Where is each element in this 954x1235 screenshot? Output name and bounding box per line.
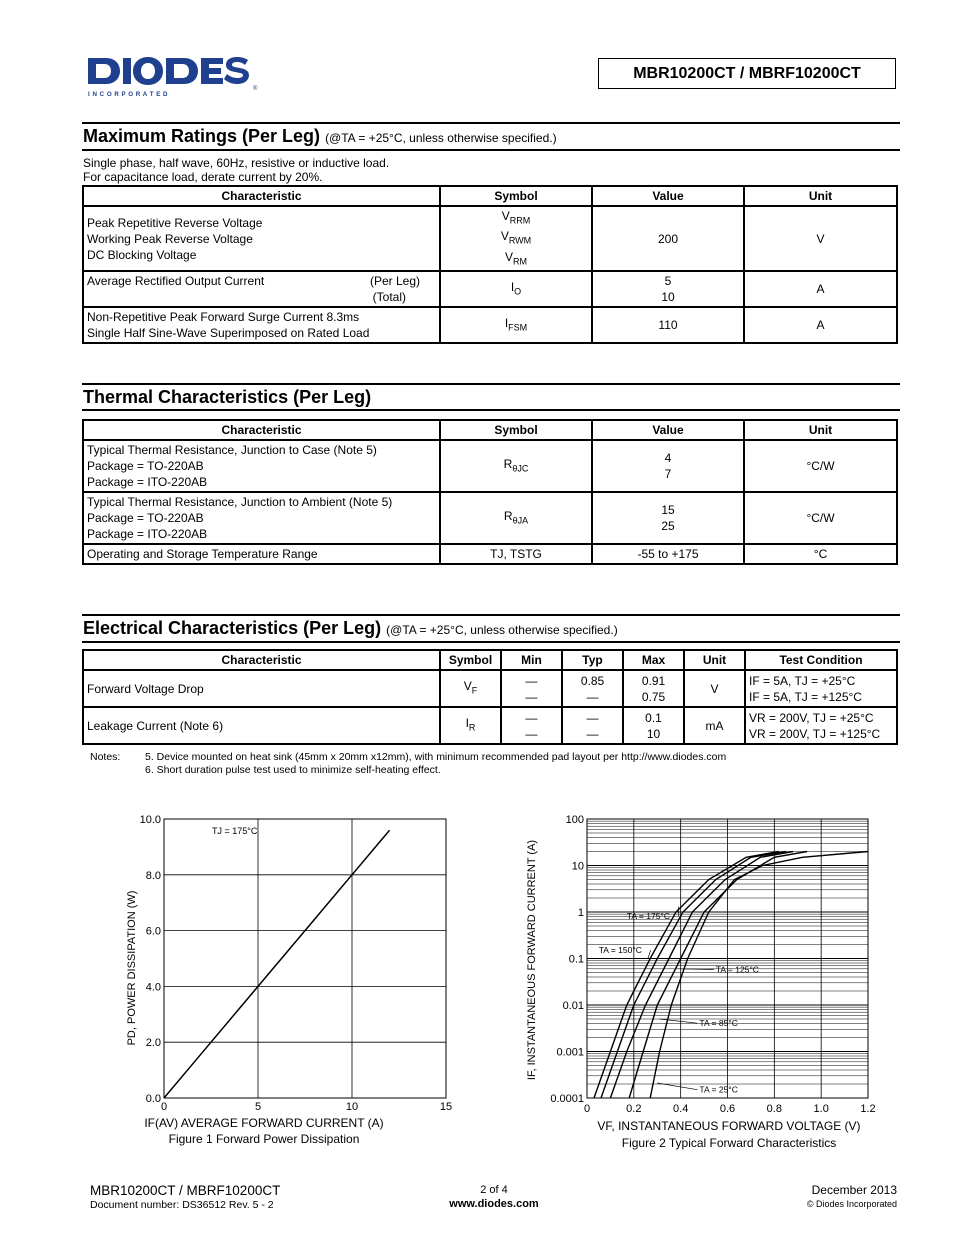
footer-right: December 2013 © Diodes Incorporated bbox=[806, 1183, 897, 1209]
table-row: Peak Repetitive Reverse Voltage Working Peak Reverse Voltage DC Blocking Voltage $V_{RRM}$ $V_{RWM}$ $V_{RM}$ 200 V bbox=[83, 206, 897, 271]
table-row: Non-Repetitive Peak Forward Surge Current 8.3ms Single Half Sine-Wave Superimposed on Rated Load $I_{FSM}$ 110 A bbox=[83, 307, 897, 343]
fig2-xtick-label: 0.6 bbox=[719, 1103, 736, 1115]
fig2-series-label: TA = 150°C bbox=[598, 945, 642, 956]
fig2-ytick-label: 0.0001 bbox=[550, 1093, 584, 1105]
fig2-title: Figure 2 Typical Forward Characteristics bbox=[621, 1136, 837, 1150]
fig1-xtick-label: 5 bbox=[254, 1101, 262, 1113]
fig1-series-line bbox=[164, 830, 390, 1098]
fig1-xtick-label: 10 bbox=[345, 1101, 359, 1113]
fig2-series-line bbox=[594, 852, 779, 1099]
fig2-ytick-label: 1 bbox=[577, 907, 584, 919]
figure-2-forward-characteristics bbox=[520, 808, 910, 1153]
svg-text:®: ® bbox=[253, 86, 258, 92]
fig2-series-line bbox=[610, 852, 793, 1099]
table-row: Average Rectified Output Current (Per Leg) (Total) $I_O$ 5 10 A bbox=[83, 271, 897, 307]
table-row: Typical Thermal Resistance, Junction to Case (Note 5) Package = TO-220AB Package = ITO-220AB $R_{\theta JC}$ 4 7 °C/W bbox=[83, 440, 897, 492]
fig2-xtick-label: 1.0 bbox=[813, 1103, 829, 1115]
figure-1-power-dissipation bbox=[100, 808, 470, 1153]
logo-subtitle: I N C O R P O R A T E D bbox=[88, 91, 169, 98]
fig2-series-label: TA = 25°C bbox=[699, 1084, 738, 1095]
fig1-xtick-label: 15 bbox=[439, 1101, 453, 1113]
diodes-logo bbox=[86, 52, 262, 98]
fig2-series-line bbox=[626, 852, 807, 1099]
fig2-xtick-label: 0.2 bbox=[626, 1103, 642, 1115]
max-ratings-table: Characteristic Symbol Value Unit Peak Repetitive Reverse Voltage Working Peak Reverse Voltage DC Blocking Voltage $V_{RRM}$ $V_{RWM}$ $V_{RM}$ 200 V Average Rectified Output Current (Per Leg) (Total) $I_O$ 5 10 A Non-Repetitive Peak Forward Surge Current 8.3ms Single Half Sine-Wave Superimposed on Rated Load $I_{FSM}$ 110 A bbox=[82, 185, 898, 344]
table-row: Typical Thermal Resistance, Junction to Ambient (Note 5) Package = TO-220AB Package = ITO-220AB $R_{\theta JA}$ 15 25 °C/W bbox=[83, 492, 897, 544]
fig2-series-label: TA = 125°C bbox=[715, 964, 759, 975]
fig2-series-line bbox=[598, 852, 786, 1099]
fig1-ytick-label: 2.0 bbox=[145, 1037, 161, 1050]
fig1-ytick-label: 8.0 bbox=[145, 869, 161, 882]
max-ratings-note: Single phase, half wave, 60Hz, resistive or inductive load. For capacitance load, derate current by 20%. bbox=[83, 156, 390, 184]
fig1-plot-frame bbox=[164, 819, 446, 1098]
fig2-xtick-label: 0.8 bbox=[766, 1103, 782, 1115]
max-ratings-title: Maximum Ratings (Per Leg) (@TA = +25°C, unless otherwise specified.) bbox=[83, 126, 557, 146]
table-row: Forward Voltage Drop $V_F$ — — 0.85 — 0.91 0.75 V IF = 5A, TJ = +25°C IF = 5A, TJ = +125°C bbox=[83, 670, 897, 707]
table-row: Leakage Current (Note 6) $I_R$ — — — — 0.1 10 mA VR = 200V, TJ = +25°C VR = 200V, TJ = +125°C bbox=[83, 707, 897, 744]
fig2-ytick-label: 0.1 bbox=[568, 953, 584, 966]
fig2-ytick-label: 100 bbox=[565, 814, 584, 826]
fig2-series-label: TA = 175°C bbox=[626, 911, 670, 922]
fig1-xlabel: IF(AV) AVERAGE FORWARD CURRENT (A) bbox=[144, 1116, 384, 1130]
electrical-table: Characteristic Symbol Min Typ Max Unit Test Condition Forward Voltage Drop $V_F$ — — 0.85 — 0.91 0.75 V IF = 5A, TJ = +25°C IF = 5A, TJ = +125°C Leakage Current (Note 6) $I_R$ — — — — 0.1 10 mA VR = 200V, TJ = +25°C VR = 200V, TJ = +125°C bbox=[82, 649, 898, 745]
fig2-xtick-label: 0 bbox=[583, 1103, 591, 1115]
fig2-ytick-label: 10 bbox=[571, 860, 584, 873]
fig1-ytick-label: 0.0 bbox=[145, 1093, 161, 1105]
fig1-ytick-label: 4.0 bbox=[145, 981, 161, 994]
electrical-title: Electrical Characteristics (Per Leg) (@TA = +25°C, unless otherwise specified.) bbox=[83, 618, 618, 638]
footer-left: MBR10200CT / MBRF10200CT Document number: DS36512 Rev. 5 - 2 bbox=[90, 1183, 281, 1211]
fig2-ytick-label: 0.001 bbox=[556, 1046, 584, 1059]
fig1-xtick-label: 0 bbox=[160, 1101, 168, 1113]
fig1-ytick-label: 6.0 bbox=[145, 925, 161, 938]
fig1-ylabel: PD, POWER DISSIPATION (W) bbox=[126, 890, 138, 1046]
fig2-ytick-label: 0.01 bbox=[562, 1000, 584, 1012]
fig2-xlabel: VF, INSTANTANEOUS FORWARD VOLTAGE (V) bbox=[597, 1119, 861, 1133]
fig2-ylabel: IF, INSTANTANEOUS FORWARD CURRENT (A) bbox=[526, 839, 538, 1081]
fig2-series-label: TA = 85°C bbox=[699, 1018, 738, 1029]
fig1-annotation: TJ = 175°C bbox=[212, 826, 258, 836]
fig2-xtick-label: 0.4 bbox=[673, 1103, 689, 1115]
part-number-box: MBR10200CT / MBRF10200CT bbox=[598, 58, 896, 89]
thermal-title: Thermal Characteristics (Per Leg) bbox=[83, 387, 372, 407]
fig1-ytick-label: 10.0 bbox=[139, 814, 161, 826]
fig2-label-leader bbox=[660, 1019, 698, 1023]
fig2-series-line bbox=[650, 852, 868, 1099]
thermal-table: Characteristic Symbol Value Unit Typical Thermal Resistance, Junction to Case (Note 5) Package = TO-220AB Package = ITO-220AB $R_{\theta JC}$ 4 7 °C/W Typical Thermal Resistance, Junction to Ambient (Note 5) Package = TO-220AB Package = ITO-220AB $R_{\theta JA}$ 15 25 °C/W Operating and Storage Temperature Range TJ, TSTG -55 to +175 °C bbox=[82, 419, 898, 565]
fig1-title: Figure 1 Forward Power Dissipation bbox=[168, 1132, 360, 1146]
footer-center: 2 of 4 www.diodes.com bbox=[449, 1184, 539, 1210]
table-row: Operating and Storage Temperature Range TJ, TSTG -55 to +175 °C bbox=[83, 544, 897, 564]
fig2-xtick-label: 1.2 bbox=[860, 1103, 876, 1115]
